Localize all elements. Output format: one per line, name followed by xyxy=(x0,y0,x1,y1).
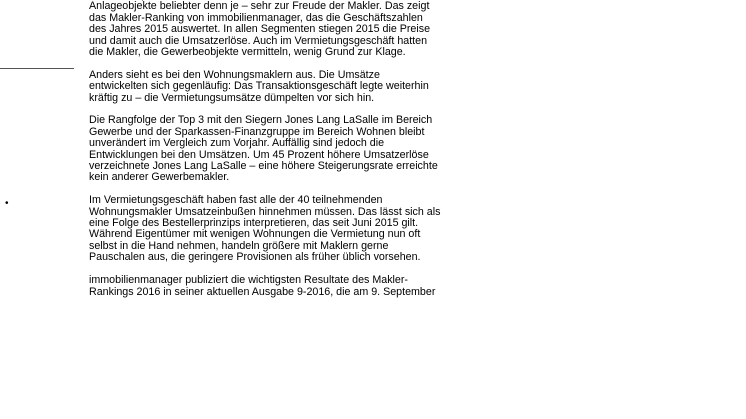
margin-bullet: • xyxy=(5,198,9,209)
paragraph-publication: immobilienmanager publiziert die wichtigsten Resultate des Makler- Rankings 2016 in seiner aktuellen Ausgabe 9-2016, die am 9. September xyxy=(89,274,436,298)
paragraph-top3-ranking: Die Rangfolge der Top 3 mit den Siegern Jones Lang LaSalle im Bereich Gewerbe und der Sparkassen-Finanzgruppe im Bereich Wohnen bleibt unverändert im Vergleich zum Vorjahr. Auffällig sind jedoch die Entwicklungen bei den Umsätzen. Um 45 Prozent höhere Umsatzerlöse verzeichnete Jones Lang LaSalle – eine höhere Steigerungsrate erreichte kein anderer Gewerbemakler. xyxy=(89,114,438,184)
paragraph-residential-brokers: Anders sieht es bei den Wohnungsmaklern aus. Die Umsätze entwickelten sich gegenläufig: Das Transaktionsgeschäft legte weiterhin kräftig zu – die Vermietungsumsätze dümpelten vor sich hin. xyxy=(89,68,429,104)
paragraph-rental-business: Im Vermietungsgeschäft haben fast alle der 40 teilnehmenden Wohnungsmakler Umsatzeinbußen hinnehmen müssen. Das lässt sich als eine Folge des Bestellerprinzips interpretieren, das seit Juni 2015 gilt. Während Eigentümer mit wenigen Wohnungen die Vermietung nun oft selbst in die Hand nehmen, handeln größere mit Maklern gerne Pauschalen aus, die geringere Provisionen als früher üblich vorsehen. xyxy=(89,194,441,264)
margin-rule xyxy=(0,68,74,69)
paragraph-intro: Anlageobjekte beliebter denn je – sehr zur Freude der Makler. Das zeigt das Makler-Ranking von immobilienmanager, das die Geschäftszahlen des Jahres 2015 auswertet. In allen Segmenten stiegen 2015 die Preise und damit auch die Umsatzerlöse. Auch im Vermietungsgeschäft hatten die Makler, die Gewerbeobjekte vermitteln, wenig Grund zur Klage. xyxy=(89,0,431,59)
press-release-body xyxy=(89,0,519,309)
